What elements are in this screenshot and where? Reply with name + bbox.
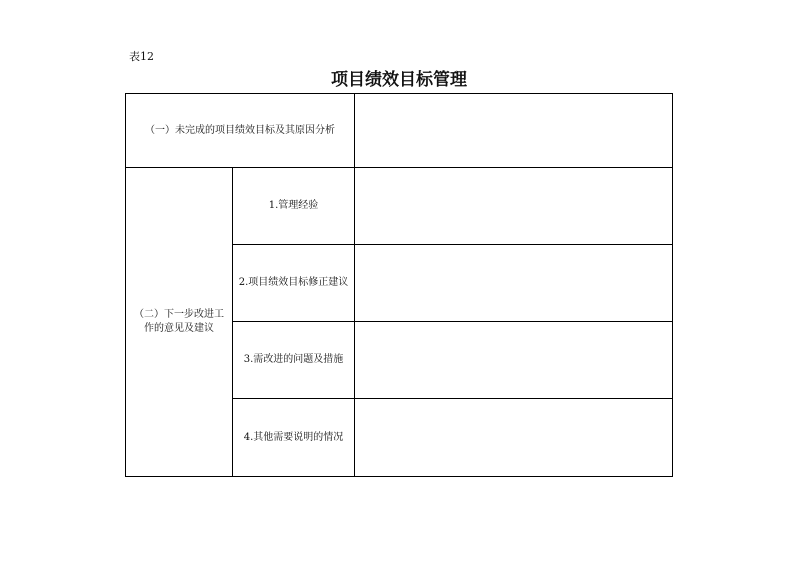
improvement-issues-label: 3.需改进的问题及措施	[243, 354, 344, 365]
unfinished-targets-label-cell	[126, 94, 355, 168]
unfinished-targets-label: （一）未完成的项目绩效目标及其原因分析	[145, 124, 335, 136]
management-experience-label: 1.管理经验	[268, 200, 319, 211]
performance-table	[125, 93, 673, 477]
other-notes-label: 4.其他需要说明的情况	[243, 431, 344, 443]
other-notes-label-cell	[233, 399, 355, 476]
next-steps-group-label-cell	[126, 168, 233, 476]
other-notes-value-cell[interactable]	[355, 399, 672, 476]
improvement-issues-value-cell[interactable]	[355, 322, 672, 399]
unfinished-targets-value-cell[interactable]	[355, 94, 672, 168]
table-number: 表12	[129, 50, 154, 63]
management-experience-label-cell	[233, 168, 355, 245]
management-experience-value-cell[interactable]	[355, 168, 672, 245]
target-revision-value-cell[interactable]	[355, 245, 672, 322]
target-revision-label-cell	[233, 245, 355, 322]
target-revision-label: 2.项目绩效目标修正建议	[238, 277, 349, 288]
next-steps-group-label: （二）下一步改进工作的意见及建议	[134, 309, 224, 334]
improvement-issues-label-cell	[233, 322, 355, 399]
page-title: 项目绩效目标管理	[331, 70, 467, 90]
